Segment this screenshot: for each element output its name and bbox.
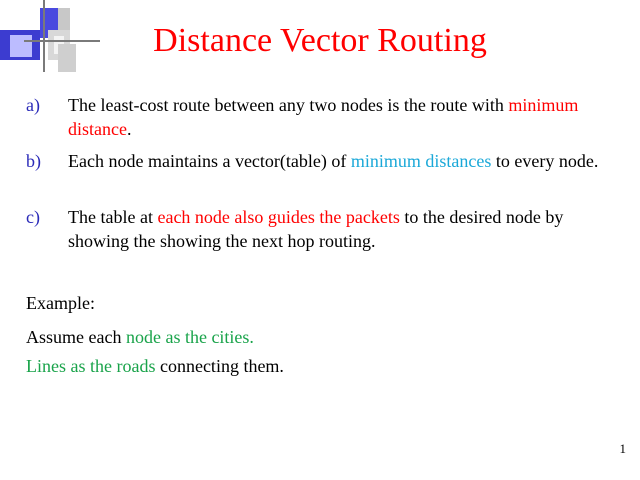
text-segment: The table at bbox=[68, 207, 158, 227]
list-item-text bbox=[68, 149, 616, 173]
text-segment: Each node maintains a vector(table) of bbox=[68, 151, 351, 171]
text-segment: to the desired node by showing the showing the next hop routing. bbox=[68, 207, 564, 251]
list-item bbox=[26, 93, 616, 141]
list-marker: a) bbox=[26, 95, 40, 115]
example-line bbox=[26, 325, 254, 349]
slide-title: Distance Vector Routing bbox=[153, 22, 487, 59]
text-segment: to every node. bbox=[491, 151, 599, 171]
text-segment: Assume each bbox=[26, 327, 126, 347]
page-number: 1 bbox=[619, 441, 626, 456]
list-marker: b) bbox=[26, 151, 41, 171]
list-item bbox=[26, 205, 616, 253]
list-marker: c) bbox=[26, 207, 40, 227]
highlight-text: minimum distances bbox=[350, 151, 492, 171]
highlight-text: minimum distance bbox=[68, 95, 579, 139]
highlight-text: node as the cities. bbox=[125, 327, 254, 347]
highlight-text: Lines as the roads bbox=[26, 356, 156, 376]
list-item-text bbox=[68, 93, 616, 141]
text-segment: . bbox=[126, 119, 132, 139]
highlight-text: each node also guides the packets bbox=[157, 207, 400, 227]
example-line bbox=[26, 354, 284, 378]
example-label: Example: bbox=[26, 293, 95, 313]
list-item bbox=[26, 149, 616, 173]
text-segment: connecting them. bbox=[155, 356, 284, 376]
list-item-text bbox=[68, 205, 616, 253]
text-segment: The least-cost route between any two nodes is the route with bbox=[68, 95, 509, 115]
